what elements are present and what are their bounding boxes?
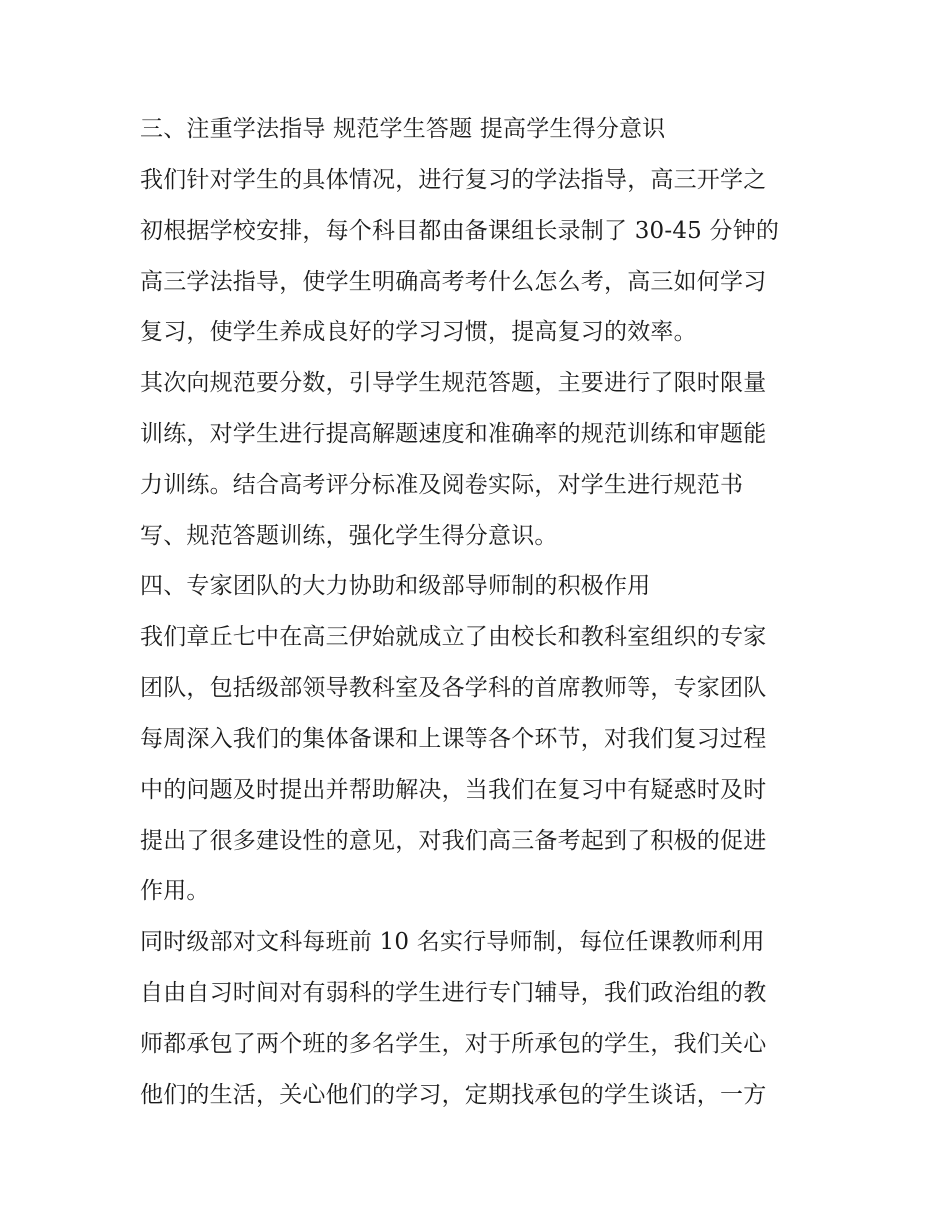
paragraph-line: 力训练。结合高考评分标准及阅卷实际，对学生进行规范书 [140,472,744,498]
paragraph-line: 训练，对学生进行提高解题速度和准确率的规范训练和审题能 [140,421,767,447]
paragraph-line: 自由自习时间对有弱科的学生进行专门辅导，我们政治组的教 [140,980,767,1006]
paragraph-line: 写、规范答题训练，强化学生得分意识。 [140,523,558,549]
paragraph-line: 作用。 [140,878,210,904]
paragraph-line: 同时级部对文科每班前 10 名实行导师制，每位任课教师利用 [140,929,765,955]
paragraph-line: 其次向规范要分数，引导学生规范答题，主要进行了限时限量 [140,370,767,396]
paragraph-line: 每周深入我们的集体备课和上课等各个环节，对我们复习过程 [140,726,767,752]
paragraph-line: 初根据学校安排，每个科目都由备课组长录制了 30-45 分钟的 [140,218,780,244]
section-heading-4: 四、专家团队的大力协助和级部导师制的积极作用 [140,573,651,599]
paragraph-line: 师都承包了两个班的多名学生，对于所承包的学生，我们关心 [140,1031,767,1057]
paragraph-line: 中的问题及时提出并帮助解决，当我们在复习中有疑惑时及时 [140,777,767,803]
section-heading-3: 三、注重学法指导 规范学生答题 提高学生得分意识 [140,116,666,142]
paragraph-line: 复习，使学生养成良好的学习习惯，提高复习的效率。 [140,319,697,345]
paragraph-line: 团队，包括级部领导教科室及各学科的首席教师等，专家团队 [140,675,767,701]
paragraph-line: 提出了很多建设性的意见，对我们高三备考起到了积极的促进 [140,828,767,854]
paragraph-line: 我们针对学生的具体情况，进行复习的学法指导，高三开学之 [140,167,767,193]
paragraph-line: 我们章丘七中在高三伊始就成立了由校长和教科室组织的专家 [140,624,767,650]
paragraph-line: 高三学法指导，使学生明确高考考什么怎么考，高三如何学习 [140,269,767,295]
paragraph-line: 他们的生活，关心他们的学习，定期找承包的学生谈话，一方 [140,1082,767,1108]
